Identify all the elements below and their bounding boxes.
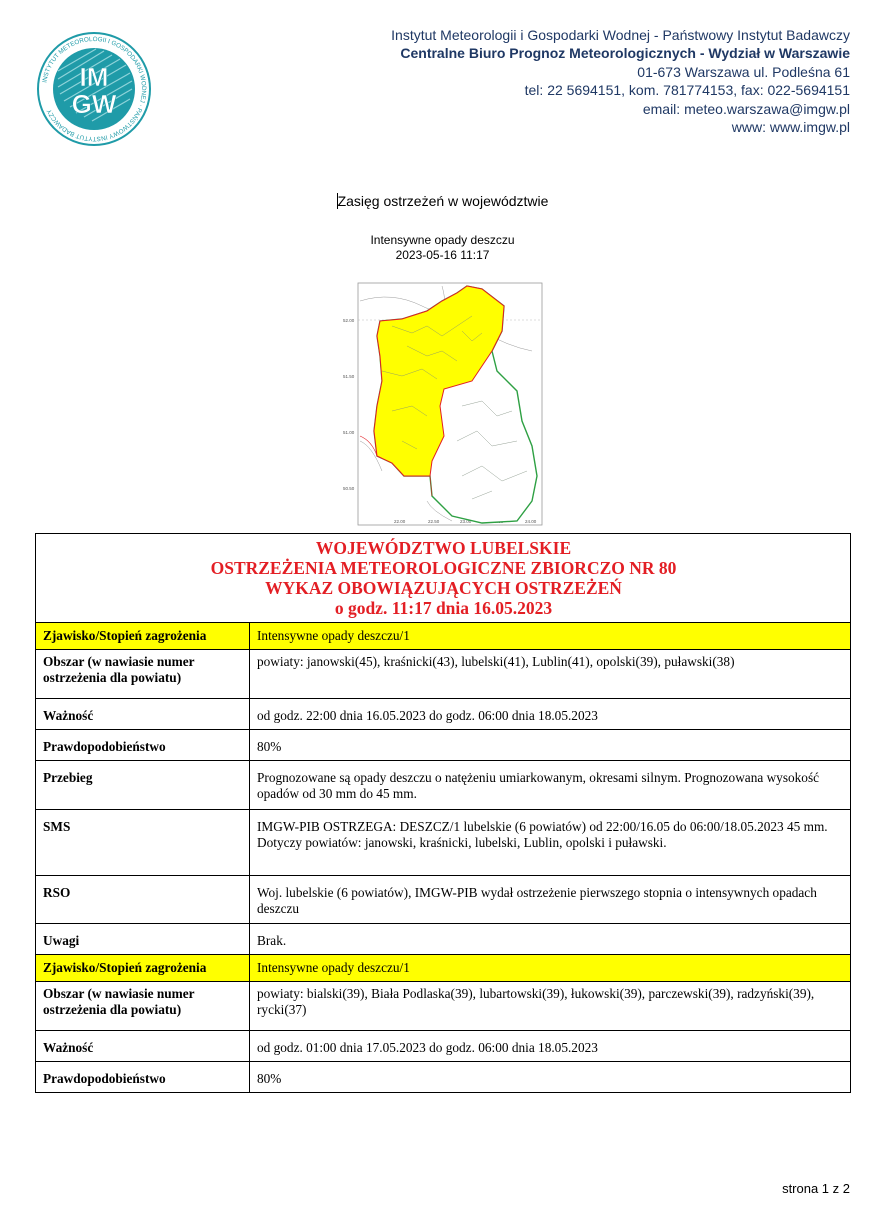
lat-tick: 51.50: [343, 374, 355, 379]
office-name: Centralne Biuro Prognoz Meteorologicznych - Wydział w Warszawie: [400, 45, 850, 62]
row-key: Ważność: [36, 1031, 250, 1062]
table-header-row: [36, 534, 851, 623]
row-key: Prawdopodobieństwo: [36, 1062, 250, 1093]
table-row: [36, 761, 851, 810]
table-title: [36, 534, 851, 623]
row-key: Przebieg: [36, 761, 250, 810]
warnings-table: [35, 533, 851, 1093]
table-title-line: WOJEWÓDZTWO LUBELSKIE: [315, 538, 572, 558]
table-title-line: o godz. 11:17 dnia 16.05.2023: [334, 598, 553, 618]
row-value: Intensywne opady deszczu/1: [250, 623, 851, 650]
row-value: 80%: [250, 730, 851, 761]
table-row: [36, 1031, 851, 1062]
map-title-wrap: [0, 193, 885, 209]
row-value: Woj. lubelskie (6 powiatów), IMGW-PIB wydał ostrzeżenie pierwszego stopnia o intensywnych opadach deszczu: [250, 876, 851, 924]
institute-name: Instytut Meteorologii i Gospodarki Wodnej - Państwowy Instytut Badawczy: [391, 27, 850, 43]
row-value: powiaty: janowski(45), kraśnicki(43), lubelski(41), Lublin(41), opolski(39), puławski(38): [250, 650, 851, 699]
table-row: [36, 699, 851, 730]
map-phenomenon: Intensywne opady deszczu: [370, 233, 515, 247]
row-value: IMGW-PIB OSTRZEGA: DESZCZ/1 lubelskie (6 powiatów) od 22:00/16.05 do 06:00/18.05.2023 45 mm. Dotyczy powiatów: janowski, kraśnicki, lubelski, Lublin, opolski i puławski.: [250, 810, 851, 876]
row-key: Zjawisko/Stopień zagrożenia: [36, 955, 250, 982]
table-row: [36, 876, 851, 924]
table-row: [36, 982, 851, 1031]
logo-mark-bottom: GW: [71, 89, 117, 119]
row-key: Obszar (w nawiasie numer ostrzeżenia dla powiatu): [36, 650, 250, 699]
lon-tick: 22.50: [428, 519, 440, 524]
lat-tick: 50.50: [343, 486, 355, 491]
row-value: od godz. 01:00 dnia 17.05.2023 do godz. 06:00 dnia 18.05.2023: [250, 1031, 851, 1062]
table-row: [36, 924, 851, 955]
row-value: powiaty: bialski(39), Biała Podlaska(39), lubartowski(39), łukowski(39), parczewski(39), radzyński(39), rycki(37): [250, 982, 851, 1031]
lon-tick: 24.00: [525, 519, 537, 524]
warning-map: [332, 271, 554, 528]
lat-tick: 51.00: [343, 430, 355, 435]
phone-line: tel: 22 5694151, kom. 781774153, fax: 022-5694151: [524, 82, 850, 99]
table-title-line: WYKAZ OBOWIĄZUJĄCYCH OSTRZEŻEŃ: [265, 578, 622, 598]
logo-ring-text: INSTYTUT METEOROLOGII I GOSPODARKI WODNEJ · PAŃSTWOWY INSTYTUT BADAWCZY: [41, 35, 148, 143]
row-value: Brak.: [250, 924, 851, 955]
table-row: [36, 1062, 851, 1093]
lon-tick: 23.00: [460, 519, 472, 524]
lon-tick: 22.00: [394, 519, 406, 524]
table-row: [36, 623, 851, 650]
row-key: Uwagi: [36, 924, 250, 955]
row-key: Prawdopodobieństwo: [36, 730, 250, 761]
table-row: [36, 730, 851, 761]
row-value: od godz. 22:00 dnia 16.05.2023 do godz. 06:00 dnia 18.05.2023: [250, 699, 851, 730]
row-key: SMS: [36, 810, 250, 876]
map-datetime: 2023-05-16 11:17: [395, 248, 490, 262]
www-line: www: www.imgw.pl: [731, 119, 850, 136]
map-subtitle: [0, 233, 885, 263]
table-title-line: OSTRZEŻENIA METEOROLOGICZNE ZBIORCZO NR 80: [210, 558, 677, 578]
lat-tick: 52.00: [343, 318, 355, 323]
map-title: Zasięg ostrzeżeń w województwie: [337, 193, 549, 209]
address: 01-673 Warszawa ul. Podleśna 61: [637, 63, 850, 80]
row-key: Zjawisko/Stopień zagrożenia: [36, 623, 250, 650]
table-row: [36, 650, 851, 699]
row-key: Obszar (w nawiasie numer ostrzeżenia dla powiatu): [36, 982, 250, 1031]
row-value: Prognozowane są opady deszczu o natężeniu umiarkowanym, okresami silnym. Prognozowana wysokość opadów od 30 mm do 45 mm.: [250, 761, 851, 810]
imgw-logo: [36, 31, 152, 147]
email-line: email: meteo.warszawa@imgw.pl: [642, 100, 850, 117]
row-key: Ważność: [36, 699, 250, 730]
row-key: RSO: [36, 876, 250, 924]
table-row: [36, 810, 851, 876]
table-row: [36, 955, 851, 982]
row-value: 80%: [250, 1062, 851, 1093]
row-value: Intensywne opady deszczu/1: [250, 955, 851, 982]
logo-mark-top: IM: [79, 62, 109, 92]
institute-header: [391, 26, 850, 136]
page-number: strona 1 z 2: [782, 1181, 850, 1196]
